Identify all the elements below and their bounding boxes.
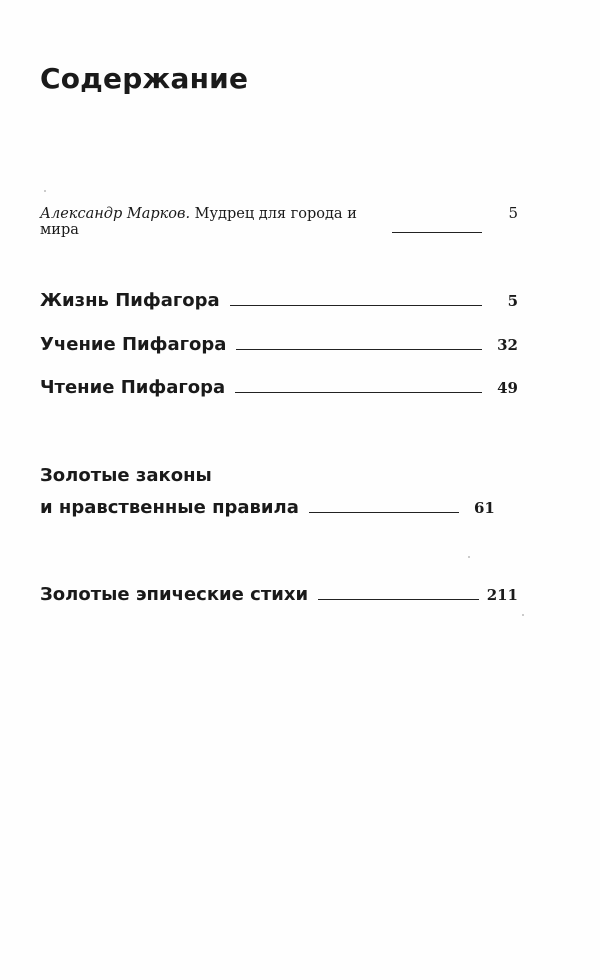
print-speck <box>522 614 524 616</box>
page-number: 49 <box>497 379 518 397</box>
toc-entry-laws[interactable] <box>40 497 518 518</box>
toc-entry-verses[interactable] <box>40 584 518 605</box>
entry-label: и нравственные правила <box>40 497 299 518</box>
entry-label: Золотые эпические стихи <box>40 584 309 605</box>
toc-entry-reading[interactable] <box>40 377 518 398</box>
leader-line <box>309 512 459 513</box>
toc-entry-intro[interactable] <box>40 204 518 238</box>
print-speck <box>468 556 470 558</box>
leader-line <box>235 392 482 393</box>
page-number: 211 <box>486 586 518 604</box>
page-title: Содержание <box>40 62 249 95</box>
intro-text: Мудрец для города и мира <box>40 206 357 238</box>
entry-label: Учение Пифагора <box>40 334 227 355</box>
page-number: 5 <box>507 292 518 310</box>
toc-entry-laws-line1[interactable]: Золотые законы <box>40 465 212 486</box>
leader-line <box>230 305 482 306</box>
entry-label: Чтение Пифагора <box>40 377 226 398</box>
page-number: 61 <box>474 499 495 517</box>
page-number: 32 <box>497 336 518 354</box>
toc-entry-teaching[interactable] <box>40 334 518 355</box>
leader-line <box>318 599 479 600</box>
page-number: 5 <box>508 204 518 222</box>
intro-title <box>40 206 378 238</box>
leader-line <box>236 349 482 350</box>
print-speck <box>44 190 46 192</box>
intro-author: Александр Марков. <box>40 206 191 222</box>
entry-label: Жизнь Пифагора <box>40 290 220 311</box>
toc-entry-life[interactable] <box>40 290 518 311</box>
leader-line <box>392 232 482 233</box>
